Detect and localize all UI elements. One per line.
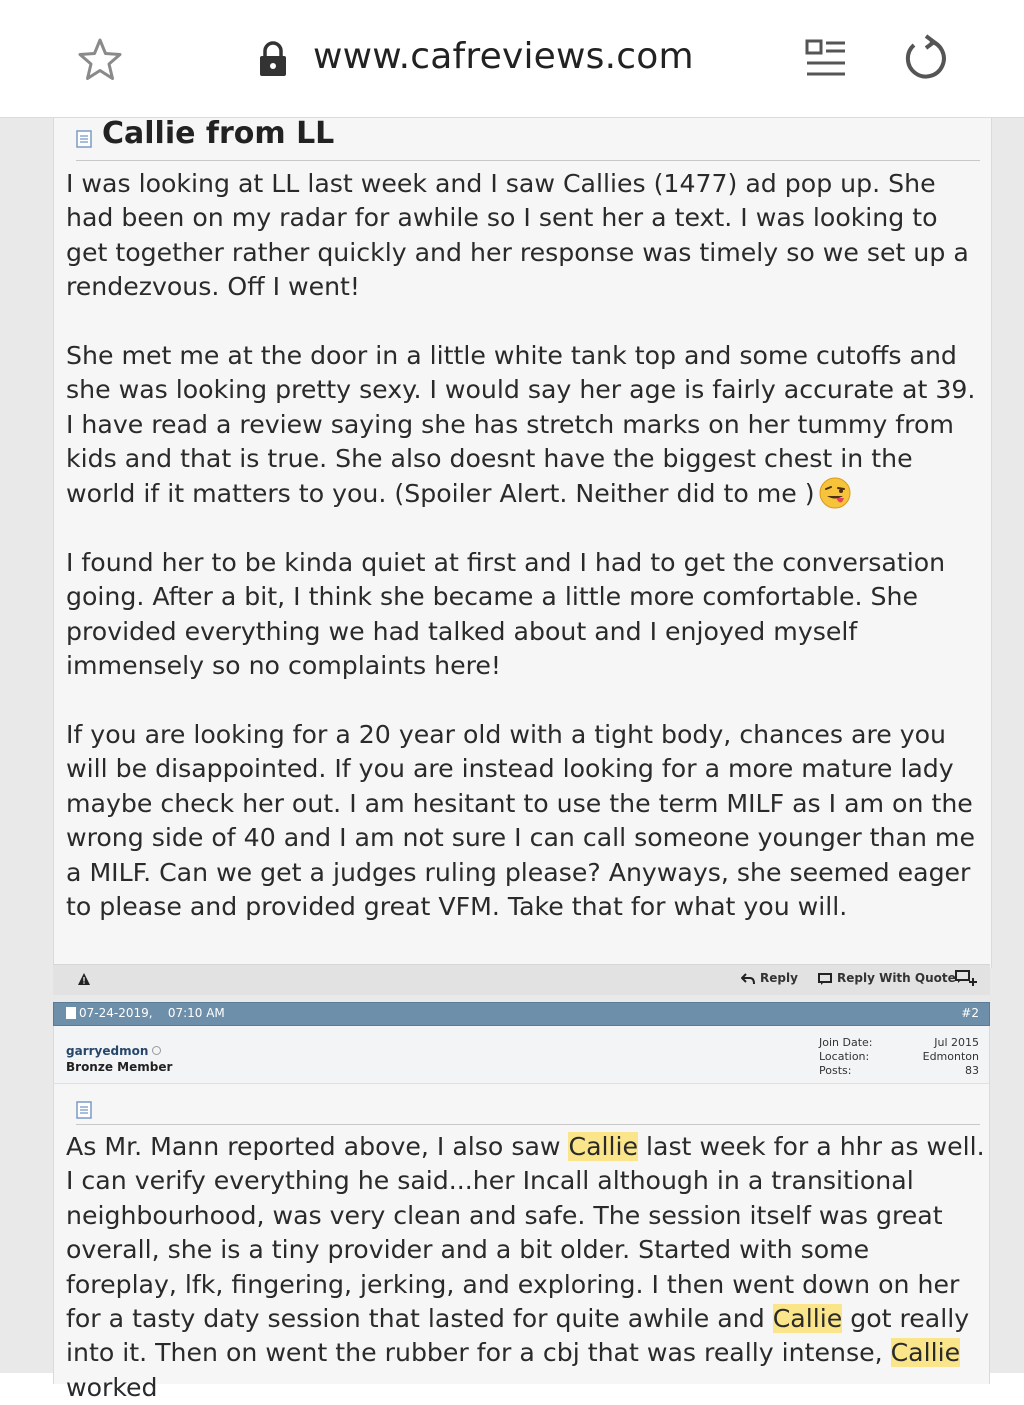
tongue-wink-emoji-icon xyxy=(819,477,851,509)
reader-mode-icon[interactable] xyxy=(805,38,847,80)
post-time-text: 07:10 AM xyxy=(167,1006,225,1020)
posts-label: Posts: xyxy=(819,1064,852,1077)
post-paragraph xyxy=(66,1130,986,1405)
reload-icon[interactable] xyxy=(900,33,950,83)
document-icon xyxy=(76,1101,92,1119)
reply-with-quote-button[interactable] xyxy=(818,971,956,985)
post-title-row xyxy=(76,118,980,161)
post-2-header xyxy=(53,1002,990,1026)
multi-quote-icon[interactable] xyxy=(955,969,979,987)
post-paragraph: I found her to be kinda quiet at first and I had to get the conversation going. After a bit, I think she became a little more comfortable. She provided everything we had talked about and I enjoyed myself immensely so no complaints here! xyxy=(66,548,946,681)
join-date-label: Join Date: xyxy=(819,1036,873,1049)
page-content xyxy=(0,116,1024,1402)
quote-bubble-icon xyxy=(818,973,832,985)
post-date-text: 07-24-2019, xyxy=(79,1006,153,1020)
post-2-userinfo xyxy=(53,1026,990,1084)
reply-label: Reply xyxy=(760,971,798,985)
offline-status-icon xyxy=(152,1046,161,1055)
report-warning-icon[interactable] xyxy=(77,972,91,986)
username-text: garryedmon xyxy=(66,1044,149,1058)
reply-button[interactable] xyxy=(741,971,798,985)
post-title: Callie from LL xyxy=(102,116,335,151)
post-action-bar xyxy=(53,964,990,995)
post-doc-icon xyxy=(66,1007,76,1019)
post-text-segment: last week for a hhr as well. I can verify everything he said...her Incall although in a transitional neighbourhood, was very clean and safe. The session itself was great overall, she is a tiny provider and a bit older. Started with some foreplay, lfk, fingering, jerking, and exploring. I then went down on her for a tasty daty session that lasted for quite awhile and xyxy=(66,1132,985,1334)
reply-arrow-icon xyxy=(741,973,755,985)
browser-toolbar xyxy=(0,0,1024,118)
post-title-row xyxy=(76,1084,980,1125)
url-bar[interactable]: www.cafreviews.com xyxy=(313,36,694,77)
user-rank: Bronze Member xyxy=(66,1060,173,1074)
post-date xyxy=(66,1006,225,1020)
search-highlight: Callie xyxy=(568,1132,638,1161)
join-date-value: Jul 2015 xyxy=(934,1036,979,1049)
post-1 xyxy=(53,118,992,968)
reply-with-quote-label: Reply With Quote xyxy=(837,971,956,985)
document-icon xyxy=(76,130,92,148)
username-link[interactable] xyxy=(66,1044,161,1058)
star-icon[interactable] xyxy=(76,36,124,84)
search-highlight: Callie xyxy=(890,1338,961,1368)
post-2 xyxy=(53,1084,990,1402)
post-paragraph xyxy=(66,339,986,511)
post-text-segment: As Mr. Mann reported above, I also saw xyxy=(66,1132,569,1161)
post-paragraph-text: She met me at the door in a little white tank top and some cutoffs and she was looking pretty sexy. I would say her age is fairly accurate at 39. I have read a review saying she has stretch marks on her tummy from kids and that is true. She also doesnt have the biggest chest in the world if it matters to you. (Spoiler Alert. Neither did to me ) xyxy=(66,341,976,508)
post-text-segment: worked xyxy=(66,1372,158,1402)
posts-value: 83 xyxy=(965,1064,979,1077)
post-paragraph: I was looking at LL last week and I saw Callies (1477) ad pop up. She had been on my radar for awhile so I sent her a text. I was looking to get together rather quickly and her response was timely so we set up a rendezvous. Off I went! xyxy=(66,169,969,302)
location-label: Location: xyxy=(819,1050,870,1063)
post-paragraph: If you are looking for a 20 year old with a tight body, chances are you will be disappointed. If you are instead looking for a more mature lady maybe check her out. I am hesitant to use the term MILF as I am on the wrong side of 40 and I am not sure I can call someone younger than me a MILF. Can we get a judges ruling please? Anyways, she seemed eager to please and provided great VFM. Take that for what you will. xyxy=(66,720,975,922)
post-text-segment: got really into it. Then on went the rubber for a cbj that was really intense, xyxy=(66,1304,970,1368)
lock-icon xyxy=(257,40,289,78)
location-value: Edmonton xyxy=(922,1050,979,1063)
post-number-link[interactable]: #2 xyxy=(961,1006,979,1020)
search-highlight: Callie xyxy=(772,1304,843,1334)
